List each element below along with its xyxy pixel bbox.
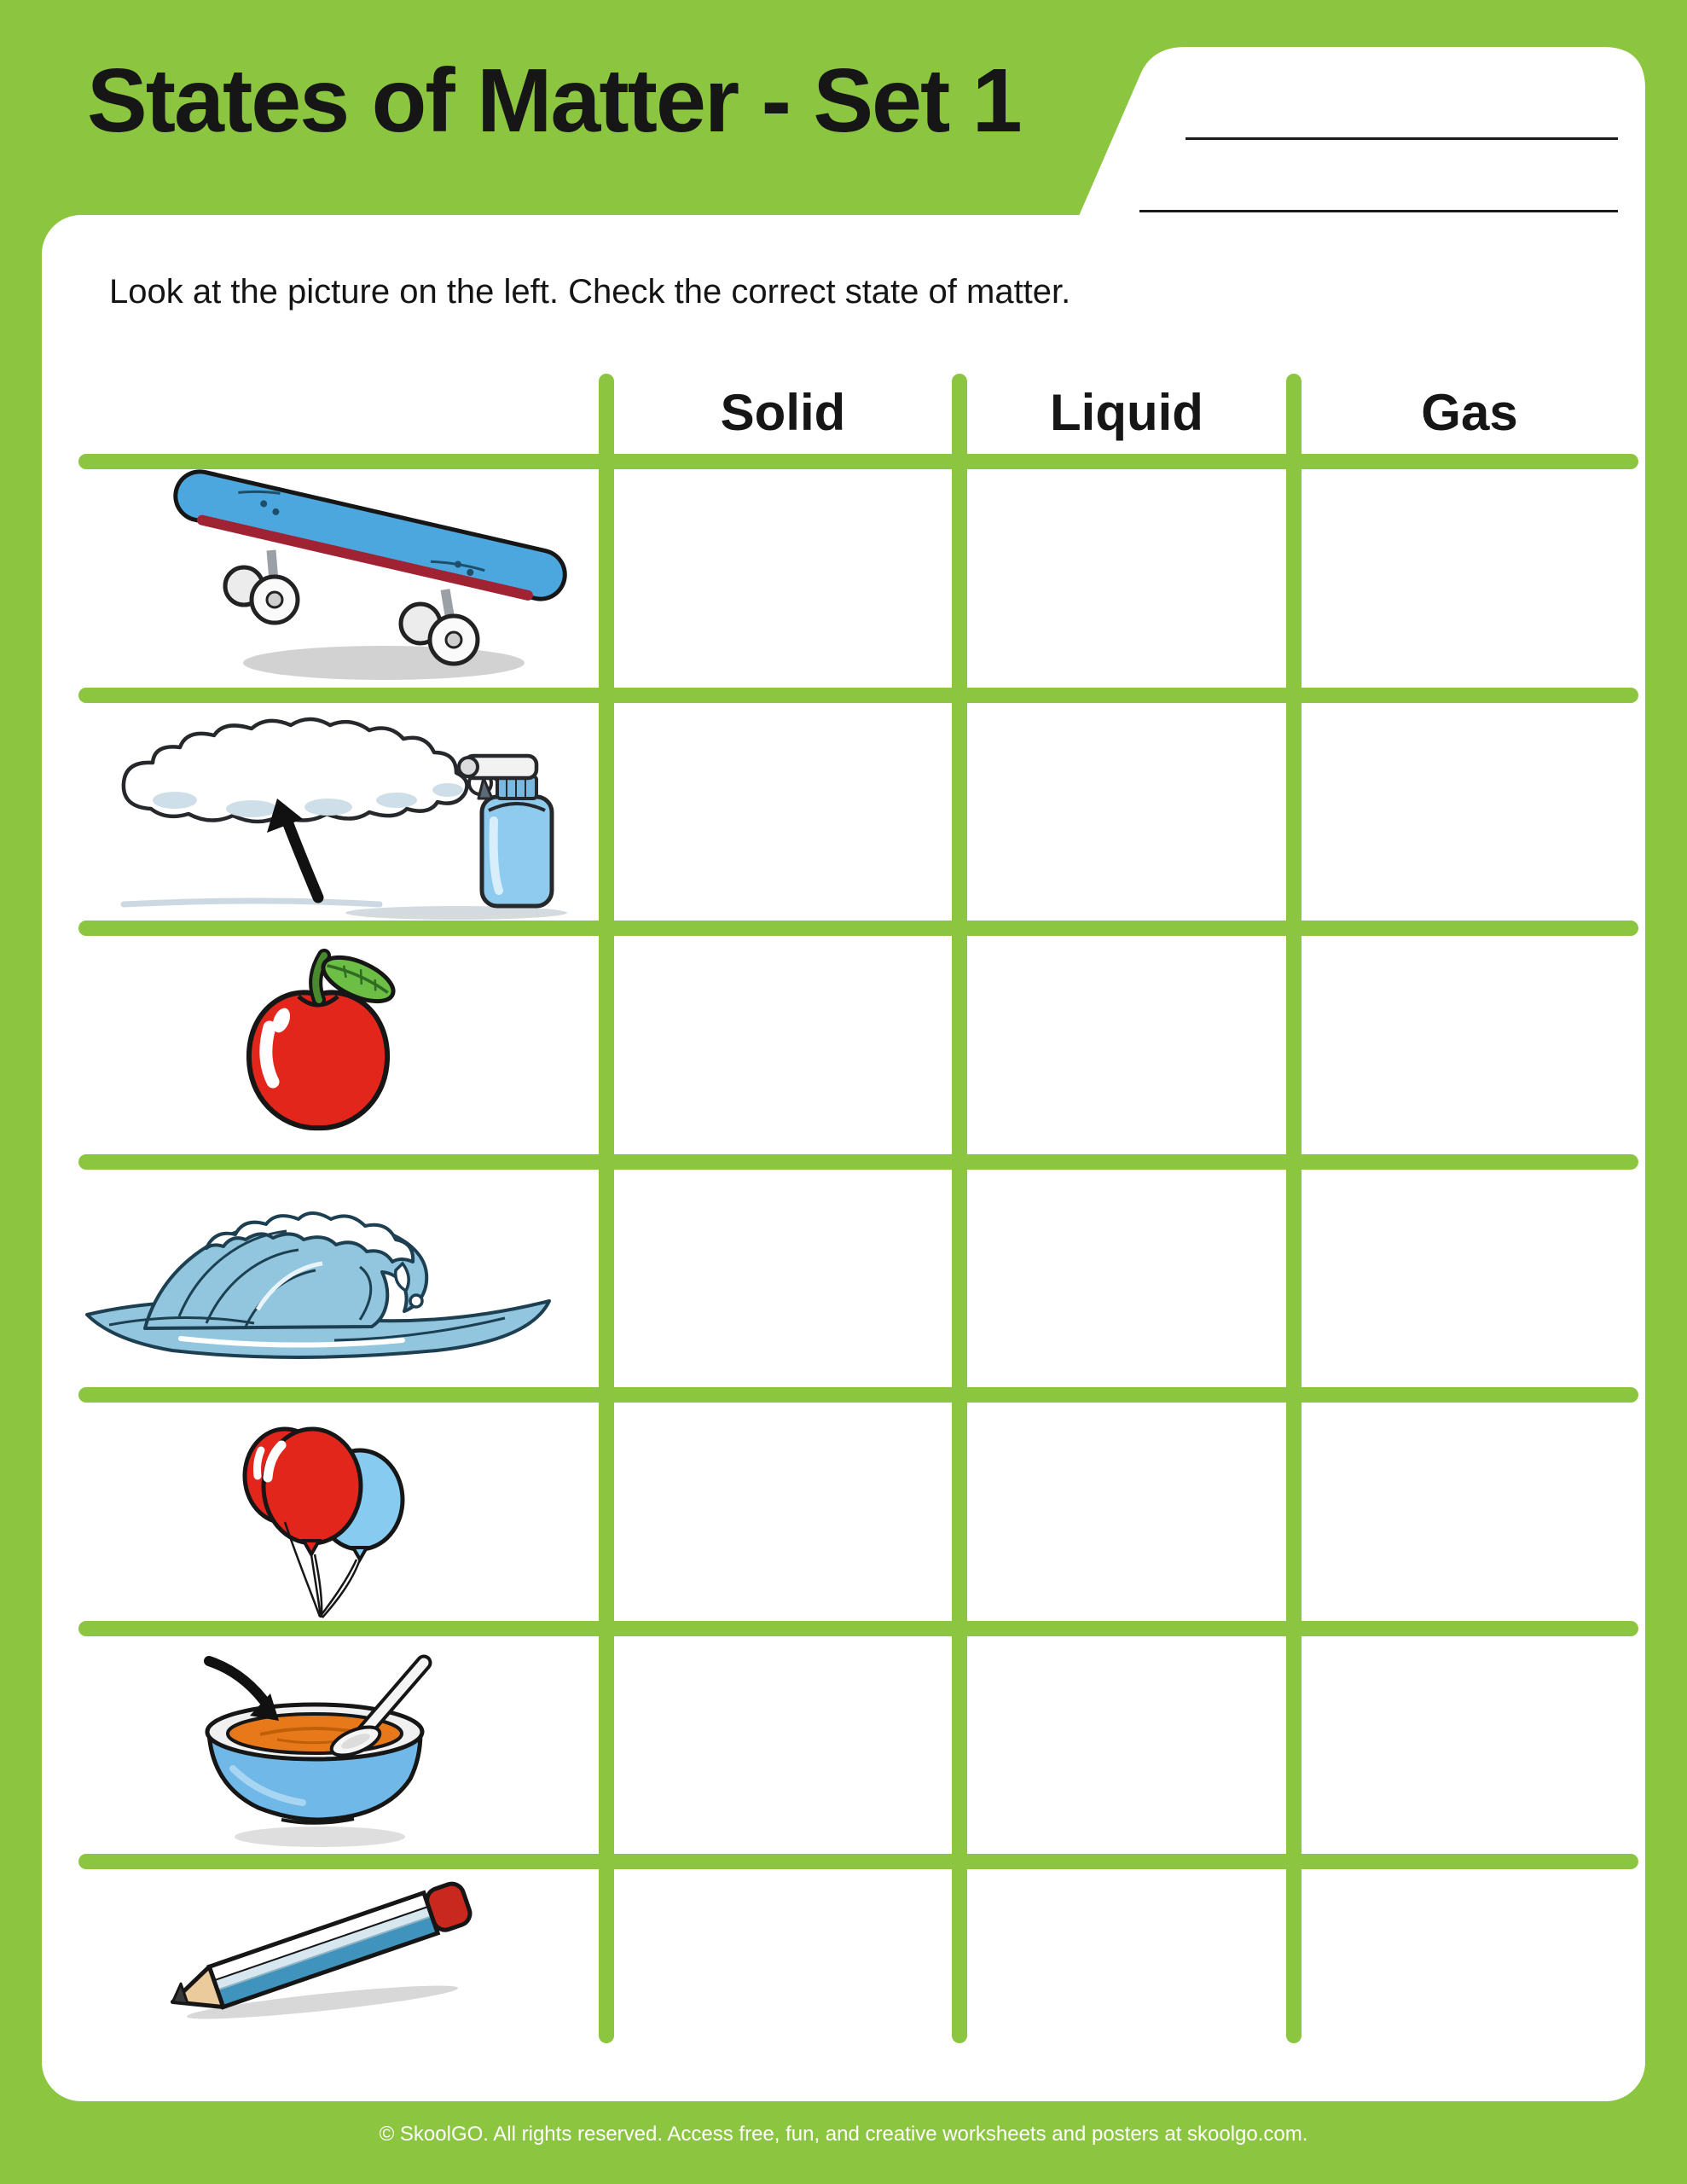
cell-spray-mist-liquid[interactable] (967, 703, 1286, 921)
cell-balloons-gas[interactable] (1301, 1403, 1638, 1621)
page-title: States of Matter - Set 1 (87, 50, 1021, 151)
cell-apple-solid[interactable] (614, 936, 952, 1154)
spray-bottle (459, 756, 552, 906)
name-line-2[interactable] (1139, 210, 1618, 212)
cell-spray-mist-gas[interactable] (1301, 703, 1638, 921)
cell-skateboard-gas[interactable] (1301, 469, 1638, 688)
grid-line-horizontal-7 (78, 1854, 1638, 1869)
grid-line-vertical-2 (952, 374, 967, 2043)
spray-mist-image (98, 708, 576, 921)
grid-line-horizontal-2 (78, 688, 1638, 703)
cell-soup-bowl-solid[interactable] (614, 1636, 952, 1854)
grid-line-horizontal-6 (78, 1621, 1638, 1636)
cell-soup-bowl-liquid[interactable] (967, 1636, 1286, 1854)
ocean-wave-image (78, 1182, 556, 1386)
cell-skateboard-solid[interactable] (614, 469, 952, 688)
soup-bowl-image (192, 1649, 439, 1850)
cell-soup-bowl-gas[interactable] (1301, 1636, 1638, 1854)
apple-image (229, 949, 408, 1136)
cell-ocean-wave-solid[interactable] (614, 1170, 952, 1387)
cell-skateboard-liquid[interactable] (967, 469, 1286, 688)
name-card (1076, 47, 1645, 256)
cell-apple-gas[interactable] (1301, 936, 1638, 1154)
cell-ocean-wave-liquid[interactable] (967, 1170, 1286, 1387)
cell-apple-liquid[interactable] (967, 936, 1286, 1154)
skateboard-image (128, 465, 606, 687)
cell-balloons-solid[interactable] (614, 1403, 952, 1621)
cell-ocean-wave-gas[interactable] (1301, 1170, 1638, 1387)
instruction-text: Look at the picture on the left. Check the correct state of matter. (109, 273, 1071, 311)
column-header-liquid: Liquid (1050, 384, 1203, 441)
pencil-image (143, 1873, 501, 2022)
grid-line-horizontal-4 (78, 1154, 1638, 1170)
footer-text: © SkoolGO. All rights reserved. Access free, fun, and creative worksheets and posters at skoolgo.com. (379, 2123, 1308, 2146)
cell-pencil-gas[interactable] (1301, 1869, 1638, 2043)
cell-pencil-solid[interactable] (614, 1869, 952, 2043)
column-header-solid: Solid (720, 384, 846, 441)
cell-spray-mist-solid[interactable] (614, 703, 952, 921)
balloons-image (232, 1413, 411, 1622)
cell-pencil-liquid[interactable] (967, 1869, 1286, 2043)
name-line-1[interactable] (1186, 137, 1618, 140)
grid-line-horizontal-3 (78, 921, 1638, 936)
grid-line-vertical-3 (1286, 374, 1301, 2043)
column-header-gas: Gas (1421, 384, 1518, 441)
grid-line-horizontal-5 (78, 1387, 1638, 1403)
cell-balloons-liquid[interactable] (967, 1403, 1286, 1621)
